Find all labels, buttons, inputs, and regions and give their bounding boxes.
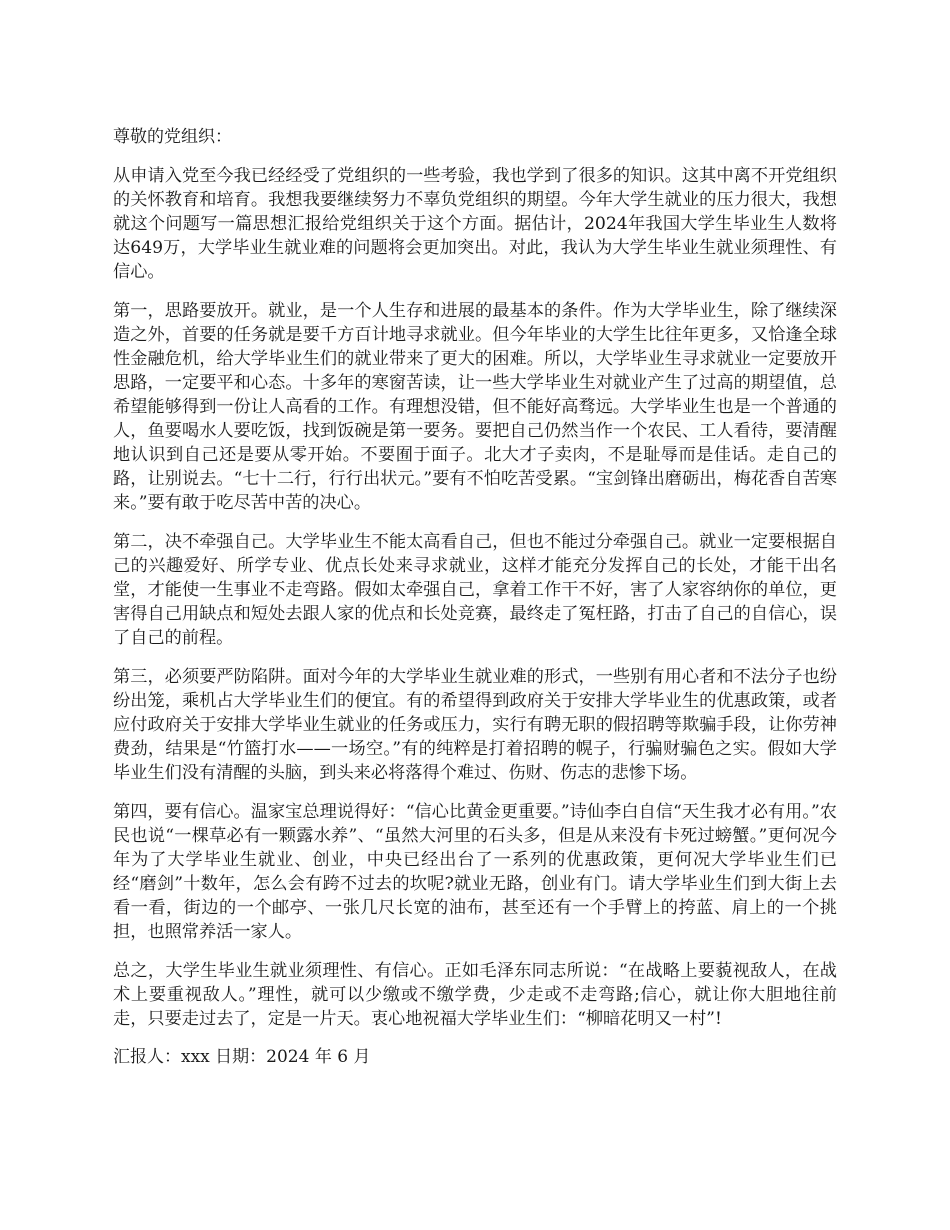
paragraph-point-four: 第四，要有信心。温家宝总理说得好：“信心比黄金更重要。”诗仙李白自信“天生我才必有用。”农民也说“一棵草必有一颗露水养”、“虽然大河里的石头多，但是从来没有卡死过螃蟹。”更何况今年为了大学毕业生就业、创业，中央已经出台了一系列的优惠政策，更何况大学毕业生们已经“磨剑”十数年，怎么会有跨不过去的坎呢?就业无路，创业有门。请大学毕业生们到大街上去看一看，街边的一个邮亭、一张几尺长宽的油布，甚至还有一个手臂上的挎蓝、肩上的一个挑担，也照常养活一家人。: [113, 802, 837, 942]
signature-line: 汇报人：xxx 日期：2024 年 6 月: [113, 1047, 371, 1067]
paragraph-point-one: 第一，思路要放开。就业，是一个人生存和进展的最基本的条件。作为大学毕业生，除了继续深造之外，首要的任务就是要千方百计地寻求就业。但今年毕业的大学生比往年更多，又恰逢全球性金融危机，给大学毕业生们的就业带来了更大的困难。所以，大学毕业生寻求就业一定要放开思路，一定要平和心态。十多年的寒窗苦读，让一些大学毕业生对就业产生了过高的期望值，总希望能够得到一份让人高看的工作。有理想没错，但不能好高骛远。大学毕业生也是一个普通的人，鱼要喝水人要吃饭，找到饭碗是第一要务。要把自己仍然当作一个农民、工人看待，要清醒地认识到自己还是要从零开始。不要囿于面子。北大才子卖肉，不是耻辱而是佳话。走自己的路，让别说去。“七十二行，行行出状元。”要有不怕吃苦受累。“宝剑锋出磨砺出，梅花香自苦寒来。”要有敢于吃尽苦中苦的决心。: [113, 301, 837, 513]
paragraph-intro: 从申请入党至今我已经经受了党组织的一些考验，我也学到了很多的知识。这其中离不开党组织的关怀教育和培育。我想我要继续努力不辜负党组织的期望。今年大学生就业的压力很大，我想就这个问题写一篇思想汇报给党组织关于这个方面。据估计，2024年我国大学生毕业生人数将达649万，大学毕业生就业难的问题将会更加突出。对此，我认为大学生毕业生就业须理性、有信心。: [113, 166, 837, 282]
paragraph-point-three: 第三，必须要严防陷阱。面对今年的大学毕业生就业难的形式，一些别有用心者和不法分子也纷纷出笼，乘机占大学毕业生们的便宜。有的希望得到政府关于安排大学毕业生的优惠政策，或者应付政府关于安排大学毕业生就业的任务或压力，实行有聘无职的假招聘等欺骗手段，让你劳神费劲，结果是“竹篮打水——一场空。”有的纯粹是打着招聘的幌子，行骗财骗色之实。假如大学毕业生们没有清醒的头脑，到头来必将落得个难过、伤财、伤志的悲惨下场。: [113, 667, 837, 783]
paragraph-conclusion: 总之，大学生毕业生就业须理性、有信心。正如毛泽东同志所说：“在战略上要藐视敌人，在战术上要重视敌人。”理性，就可以少缴或不缴学费，少走或不走弯路;信心，就让你大胆地往前走，只要走过去了，定是一片天。衷心地祝福大学毕业生们：“柳暗花明又一村”!: [113, 961, 837, 1029]
paragraph-point-two: 第二，决不牵强自己。大学毕业生不能太高看自己，但也不能过分牵强自己。就业一定要根据自己的兴趣爱好、所学专业、优点长处来寻求就业，这样才能充分发挥自己的长处，才能干出名堂，才能使一生事业不走弯路。假如太牵强自己，拿着工作干不好，害了人家容纳你的单位，更害得自己用缺点和短处去跟人家的优点和长处竞赛，最终走了冤枉路，打击了自己的自信心，误了自己的前程。: [113, 532, 837, 648]
salutation: 尊敬的党组织：: [113, 127, 232, 147]
